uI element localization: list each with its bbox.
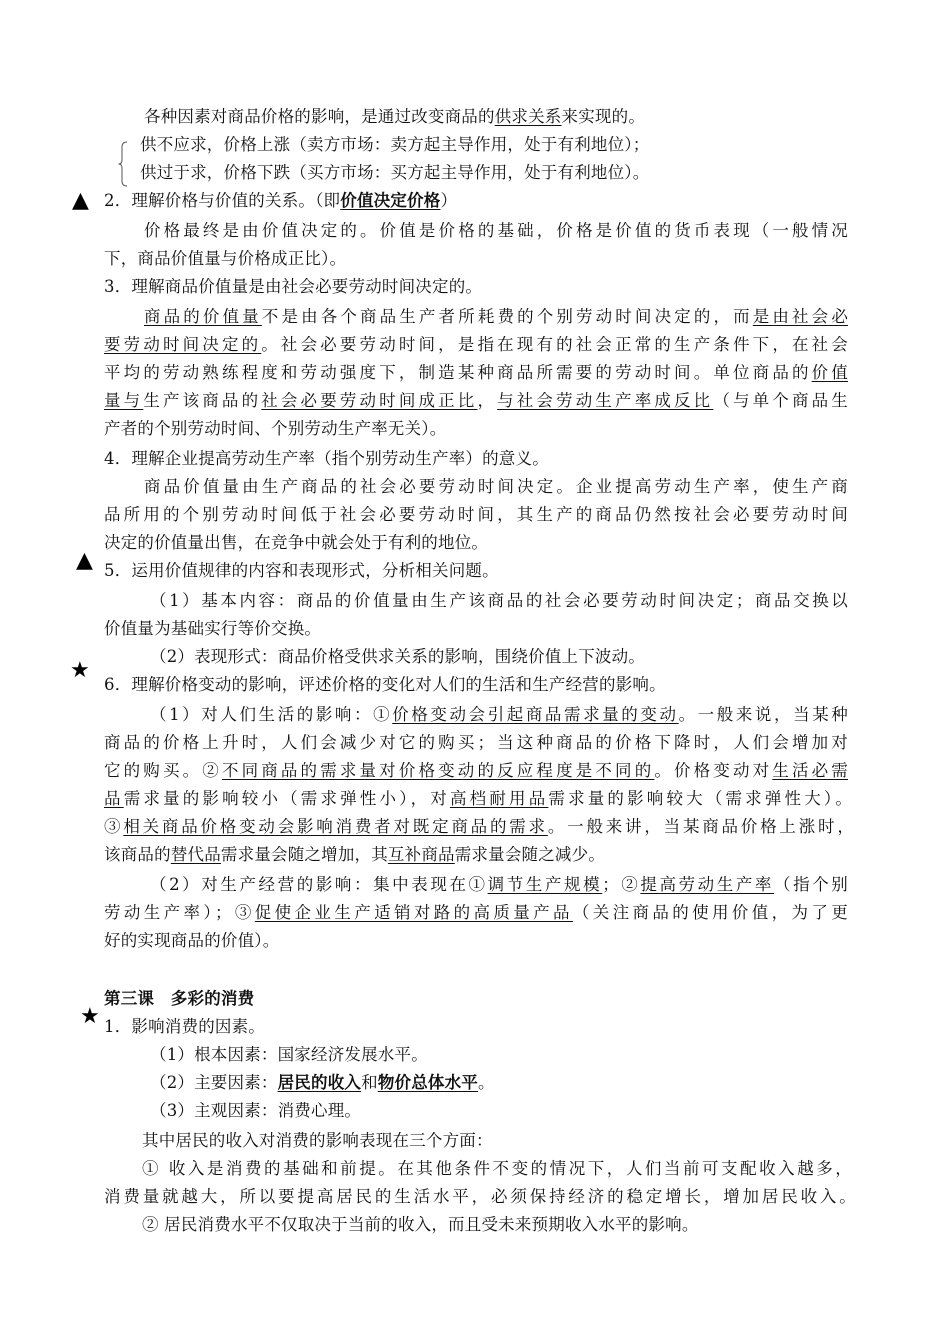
text-line: ③相关商品价格变动会影响消费者对既定商品的需求。一般来讲，当某商品价格上涨时， (104, 817, 855, 836)
text-line: 品需求量的影响较小（需求弹性小），对高档耐用品需求量的影响较大（需求弹性大）。 (104, 789, 853, 808)
text-line: （2）主要因素：居民的收入和物价总体水平。 (150, 1073, 495, 1092)
text-line: 好的实现商品的价值）。 (104, 931, 280, 950)
text-line: （2）表现形式：商品价格受供求关系的影响，围绕价值上下波动。 (150, 647, 645, 666)
text-line: 该商品的替代品需求量会随之增加，其互补商品需求量会随之减少。 (104, 845, 606, 864)
text-line: （3）主观因素：消费心理。 (150, 1101, 362, 1120)
section-heading: 5．运用价值规律的内容和表现形式，分析相关问题。 (104, 561, 499, 580)
text-line: 价值量为基础实行等价交换。 (104, 619, 322, 638)
text-line: （1）根本因素：国家经济发展水平。 (150, 1045, 428, 1064)
section-heading: 1．影响消费的因素。 (104, 1017, 265, 1036)
text-line: 供过于求，价格下跌（买方市场：买方起主导作用，处于有利地位）。 (140, 163, 650, 182)
text-line: 产者的个别劳动时间、个别劳动生产率无关）。 (104, 419, 447, 438)
text-line: ② 居民消费水平不仅取决于当前的收入，而且受未来预期收入水平的影响。 (142, 1215, 699, 1234)
text-line: ① 收入是消费的基础和前提。在其他条件不变的情况下，人们当前可支配收入越多， (142, 1159, 852, 1178)
text-line: 各种因素对商品价格的影响，是通过改变商品的供求关系来实现的。 (144, 107, 646, 126)
text-line: 商品的价格上升时，人们会减少对它的购买；当这种商品的价格下降时，人们会增加对 (104, 733, 848, 752)
chapter-title: 第三课 多彩的消费 (104, 989, 255, 1008)
section-heading: 3．理解商品价值量是由社会必要劳动时间决定的。 (104, 277, 483, 296)
triangle-icon: ▲ (72, 188, 89, 213)
text-line: 供不应求，价格上涨（卖方市场：卖方起主导作用，处于有利地位）； (140, 135, 650, 154)
text-line: （1）基本内容：商品的价值量由生产该商品的社会必要劳动时间决定；商品交换以 (150, 591, 848, 610)
section-heading: 2．理解价格与价值的关系。（即价值决定价格） (104, 191, 458, 210)
text-line: 下，商品价值量与价格成正比）。 (104, 249, 347, 268)
text-line: 商品的价值量不是由各个商品生产者所耗费的个别劳动时间决定的，而是由社会必 (144, 307, 849, 326)
section-heading: 6．理解价格变动的影响，评述价格的变化对人们的生活和生产经营的影响。 (104, 675, 666, 694)
text-line: 价格最终是由价值决定的。价值是价格的基础，价格是价值的货币表现（一般情况 (144, 221, 848, 240)
left-brace-icon (118, 141, 128, 187)
text-line: （2）对生产经营的影响：集中表现在①调节生产规模；②提高劳动生产率（指个别 (150, 875, 848, 894)
text-line: 平均的劳动熟练程度和劳动强度下，制造某种商品所需要的劳动时间。单位商品的价值 (104, 363, 848, 382)
text-line: 它的购买。②不同商品的需求量对价格变动的反应程度是不同的。价格变动对生活必需 (104, 761, 848, 780)
text-line: 其中居民的收入对消费的影响表现在三个方面： (142, 1131, 493, 1150)
text-line: 决定的价值量出售，在竞争中就会处于有利的地位。 (104, 533, 489, 552)
text-line: 品所用的个别劳动时间低于社会必要劳动时间，其生产的商品仍然按社会必要劳动时间 (104, 505, 848, 524)
star-icon: ★ (80, 1004, 100, 1029)
section-heading: 4．理解企业提高劳动生产率（指个别劳动生产率）的意义。 (104, 449, 549, 468)
text-line: 要劳动时间决定的。社会必要劳动时间，是指在现有的社会正常的生产条件下，在社会 (104, 335, 849, 354)
star-icon: ★ (70, 658, 90, 683)
text-line: 劳动生产率）；③促使企业生产适销对路的高质量产品（关注商品的使用价值，为了更 (104, 903, 849, 922)
text-line: 商品价值量由生产商品的社会必要劳动时间决定。企业提高劳动生产率，使生产商 (144, 477, 848, 496)
text-line: 消费量就越大，所以要提高居民的生活水平，必须保持经济的稳定增长，增加居民收入。 (104, 1187, 856, 1206)
triangle-icon: ▲ (76, 548, 93, 573)
text-line: （1）对人们生活的影响：①价格变动会引起商品需求量的变动。一般来说，当某种 (150, 705, 848, 724)
text-line: 量与生产该商品的社会必要劳动时间成正比，与社会劳动生产率成反比（与单个商品生 (104, 391, 848, 410)
